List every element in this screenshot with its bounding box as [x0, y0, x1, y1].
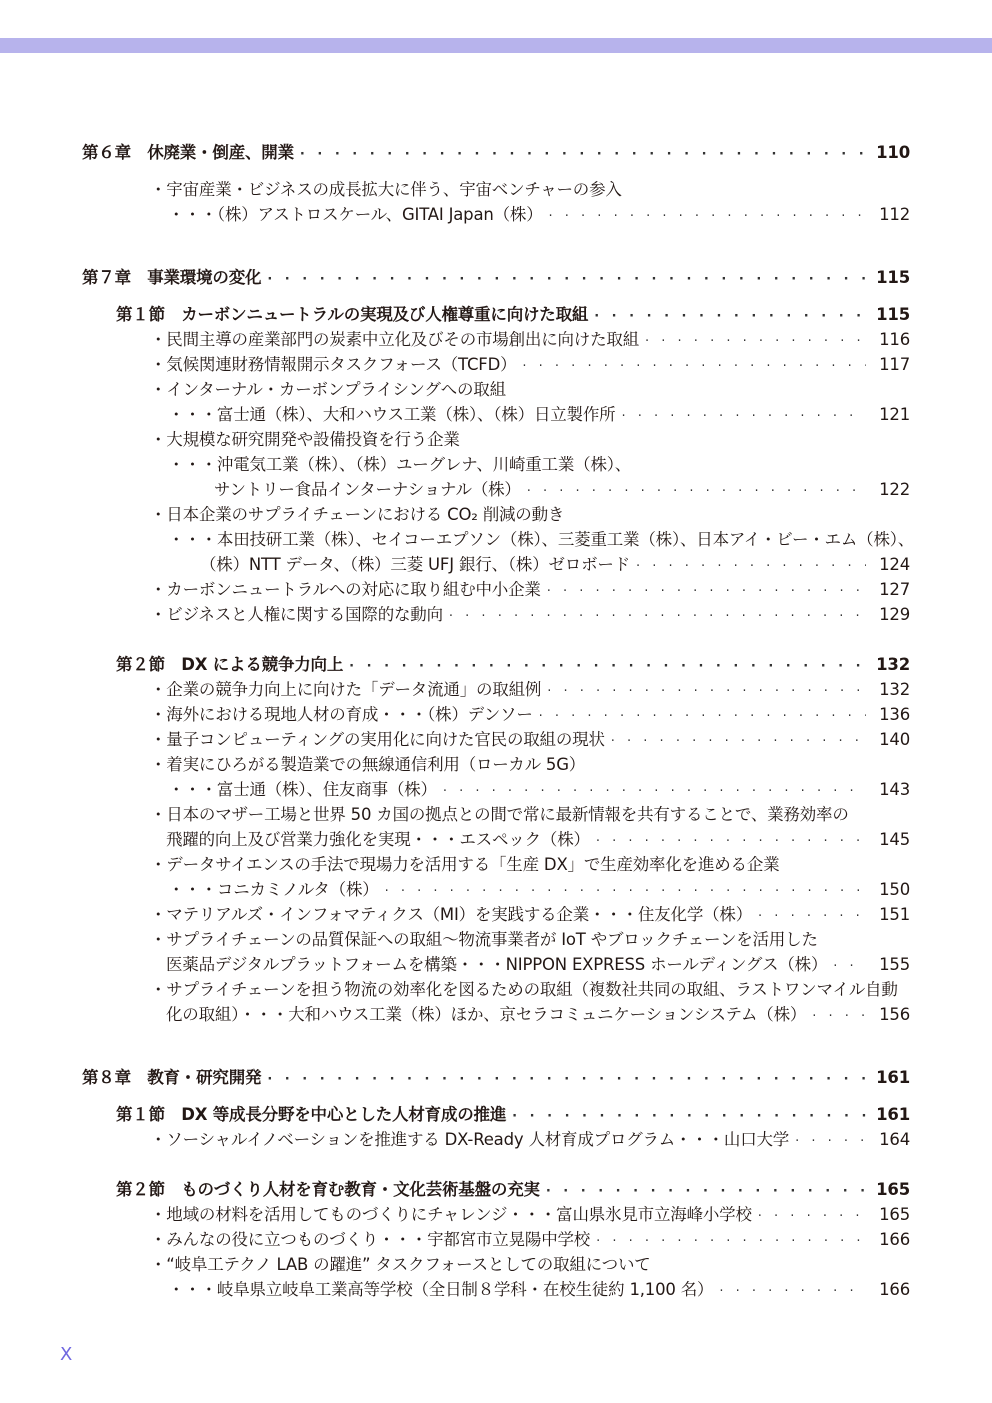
toc-chapter-entry [82, 1065, 910, 1091]
toc-page-number: 156 [879, 1005, 910, 1024]
toc-item-entry [150, 727, 910, 753]
toc-item-entry [150, 752, 910, 778]
toc-chapter-entry [82, 265, 910, 291]
toc-page-number: 143 [879, 780, 910, 799]
toc-section-entry [116, 1102, 910, 1128]
toc-item-entry [150, 502, 910, 528]
toc-page-number: 166 [879, 1230, 910, 1249]
toc-page-number: 115 [876, 305, 910, 324]
toc-entry-text: 第１節 カーボンニュートラルの実現及び人権尊重に向けた取組 [116, 305, 589, 324]
toc-entry-text: ・データサイエンスの手法で現場力を活用する「生産 DX」で生産効率化を進める企業 [150, 855, 780, 874]
toc-leader-dots [300, 142, 866, 168]
toc-page-number: 165 [879, 1205, 910, 1224]
toc-page-number: 155 [879, 955, 910, 974]
toc-section-entry [116, 1177, 910, 1203]
toc-entry-text: 医薬品デジタルプラットフォームを構築・・・NIPPON EXPRESS ホールディングス（株） [166, 955, 828, 974]
toc-entry-text: ・日本企業のサプライチェーンにおける CO₂ 削減の動き [150, 505, 565, 524]
toc-page-number: 145 [879, 830, 910, 849]
toc-item-entry [150, 702, 910, 728]
toc-entry-text: ・サプライチェーンを担う物流の効率化を図るための取組（複数社共同の取組、ラストワンマイル自動 [150, 980, 898, 999]
toc-page-number: 161 [876, 1068, 910, 1087]
toc-page-number: 132 [876, 655, 910, 674]
toc-leader-dots [812, 1004, 866, 1030]
toc-item-entry [150, 377, 910, 403]
toc-page-number: 129 [879, 605, 910, 624]
toc-leader-dots [267, 1067, 866, 1093]
toc-entry-text: ・日本のマザー工場と世界 50 カ国の拠点との間で常に最新情報を共有することで、業務効率の [150, 805, 849, 824]
toc-page-number: 116 [879, 330, 910, 349]
toc-entry-text: ・インターナル・カーボンプライシングへの取組 [150, 380, 506, 399]
toc-item-entry [166, 827, 910, 853]
toc-item-entry [166, 1002, 910, 1028]
toc-item-entry [150, 577, 910, 603]
toc-item-entry [150, 427, 910, 453]
toc-entry-text: 飛躍的向上及び営業力強化を実現・・・エスペック（株） [166, 830, 590, 849]
toc-entry-text: 第８章 教育・研究開発 [82, 1068, 262, 1087]
toc-item-entry [168, 1277, 910, 1303]
toc-leader-dots [795, 1129, 866, 1155]
toc-page-number: 164 [879, 1130, 910, 1149]
toc-page-number: 140 [879, 730, 910, 749]
toc-entry-text: ・大規模な研究開発や設備投資を行う企業 [150, 430, 460, 449]
toc-entry-text: ・・・コニカミノルタ（株） [168, 880, 379, 899]
toc-page-number: 150 [879, 880, 910, 899]
toc-entry-text: 第１節 DX 等成長分野を中心とした人材育成の推進 [116, 1105, 507, 1124]
toc-page-number: 110 [876, 143, 910, 162]
toc-item-entry [166, 952, 910, 978]
toc-entry-text: 第２節 DX による競争力向上 [116, 655, 344, 674]
toc-page-number: 117 [879, 355, 910, 374]
toc-item-entry [150, 1202, 910, 1228]
toc-section-entry [116, 652, 910, 678]
toc-entry-text: ・量子コンピューティングの実用化に向けた官民の取組の現状 [150, 730, 605, 749]
toc-page-number: 127 [879, 580, 910, 599]
toc-entry-text: 第７章 事業環境の変化 [82, 268, 262, 287]
page-number-label: X [60, 1344, 73, 1365]
toc-chapter-entry [82, 140, 910, 166]
toc-item-entry [150, 927, 910, 953]
toc-item-entry [168, 452, 910, 478]
toc-item-entry [168, 777, 910, 803]
toc-item-entry [168, 402, 910, 428]
toc-page-number: 122 [879, 480, 910, 499]
toc-page-number: 115 [876, 268, 910, 287]
toc-item-entry [200, 552, 910, 578]
toc-entry-text: ・・・沖電気工業（株）、（株）ユーグレナ、川崎重工業（株）、 [168, 455, 632, 474]
toc-page-number: 166 [879, 1280, 910, 1299]
toc-item-entry [150, 1252, 910, 1278]
toc-entry-text: ・着実にひろがる製造業での無線通信利用（ローカル 5G） [150, 755, 586, 774]
toc-entry-text: 化の取組）・・・大和ハウス工業（株）ほか、京セラコミュニケーションシステム（株） [166, 1005, 807, 1024]
toc-page-number: 165 [876, 1180, 910, 1199]
toc-item-entry [150, 327, 910, 353]
toc-entry-text: ・マテリアルズ・インフォマティクス（MI）を実践する企業・・・住友化学（株） [150, 905, 753, 924]
toc-item-entry [150, 1127, 910, 1153]
toc-entry-text: ・ソーシャルイノベーションを推進する DX-Ready 人材育成プログラム・・・山口大学 [150, 1130, 790, 1149]
toc-entry-text: ・宇宙産業・ビジネスの成長拡大に伴う、宇宙ベンチャーの参入 [150, 180, 622, 199]
toc-entry-text: ・海外における現地人材の育成・・・（株）デンソー [150, 705, 533, 724]
toc-item-entry [168, 877, 910, 903]
toc-leader-dots [719, 1279, 866, 1305]
toc-entry-text: ・サプライチェーンの品質保証への取組～物流事業者が IoT やブロックチェーンを活用した [150, 930, 818, 949]
toc-entry-text: 第６章 休廃業・倒産、開業 [82, 143, 294, 162]
toc-item-entry [150, 602, 910, 628]
toc-entry-text: ・・・（株）アストロスケール、GITAI Japan（株） [168, 205, 543, 224]
toc-page-number: 161 [876, 1105, 910, 1124]
toc-entry-text: ・カーボンニュートラルへの対応に取り組む中小企業 [150, 580, 541, 599]
toc-item-entry [150, 1227, 910, 1253]
toc-entry-text: 第２節 ものづくり人材を育む教育・文化芸術基盤の充実 [116, 1180, 540, 1199]
toc-entry-text: ・・・岐阜県立岐阜工業高等学校（全日制８学科・在校生徒約 1,100 名） [168, 1280, 714, 1299]
toc-item-entry [150, 902, 910, 928]
toc-entry-text: ・ビジネスと人権に関する国際的な動向 [150, 605, 443, 624]
toc-entry-text: ・・・本田技研工業（株）、セイコーエプソン（株）、三菱重工業（株）、日本アイ・ビー・エム（株）、 [168, 530, 915, 549]
header-accent-bar [0, 38, 992, 53]
toc-entry-text: ・・・富士通（株）、大和ハウス工業（株）、（株）日立製作所 [168, 405, 616, 424]
toc-item-entry [150, 352, 910, 378]
toc-item-entry [214, 477, 910, 503]
toc-item-entry [150, 977, 910, 1003]
toc-page-number: 132 [879, 680, 910, 699]
toc-item-entry [168, 202, 910, 228]
toc-entry-text: ・企業の競争力向上に向けた「データ流通」の取組例 [150, 680, 542, 699]
toc-entry-text: ・地域の材料を活用してものづくりにチャレンジ・・・富山県氷見市立海峰小学校 [150, 1205, 752, 1224]
toc-page-number: 124 [879, 555, 910, 574]
toc-item-entry [168, 527, 915, 553]
toc-page-number: 121 [879, 405, 910, 424]
toc-entry-text: ・・・富士通（株）、住友商事（株） [168, 780, 437, 799]
toc-leader-dots [549, 204, 866, 230]
toc-item-entry [150, 177, 910, 203]
toc-leader-dots [267, 267, 866, 293]
toc-entry-text: ・民間主導の産業部門の炭素中立化及びその市場創出に向けた取組 [150, 330, 640, 349]
toc-entry-text: （株）NTT データ、（株）三菱 UFJ 銀行、（株）ゼロボード [200, 555, 630, 574]
toc-item-entry [150, 852, 910, 878]
toc-entry-text: ・気候関連財務情報開示タスクフォース（TCFD） [150, 355, 517, 374]
toc-leader-dots [449, 604, 866, 630]
toc-item-entry [150, 802, 910, 828]
toc-entry-text: サントリー食品インターナショナル（株） [214, 480, 521, 499]
toc-entry-text: ・みんなの役に立つものづくり・・・宇都宮市立晃陽中学校 [150, 1230, 591, 1249]
toc-page-number: 151 [879, 905, 910, 924]
toc-page-number: 136 [879, 705, 910, 724]
toc-item-entry [150, 677, 910, 703]
toc-page-number: 112 [879, 205, 910, 224]
toc-entry-text: ・“岐阜工テクノ LAB の躍進” タスクフォースとしての取組について [150, 1255, 651, 1274]
toc-section-entry [116, 302, 910, 328]
